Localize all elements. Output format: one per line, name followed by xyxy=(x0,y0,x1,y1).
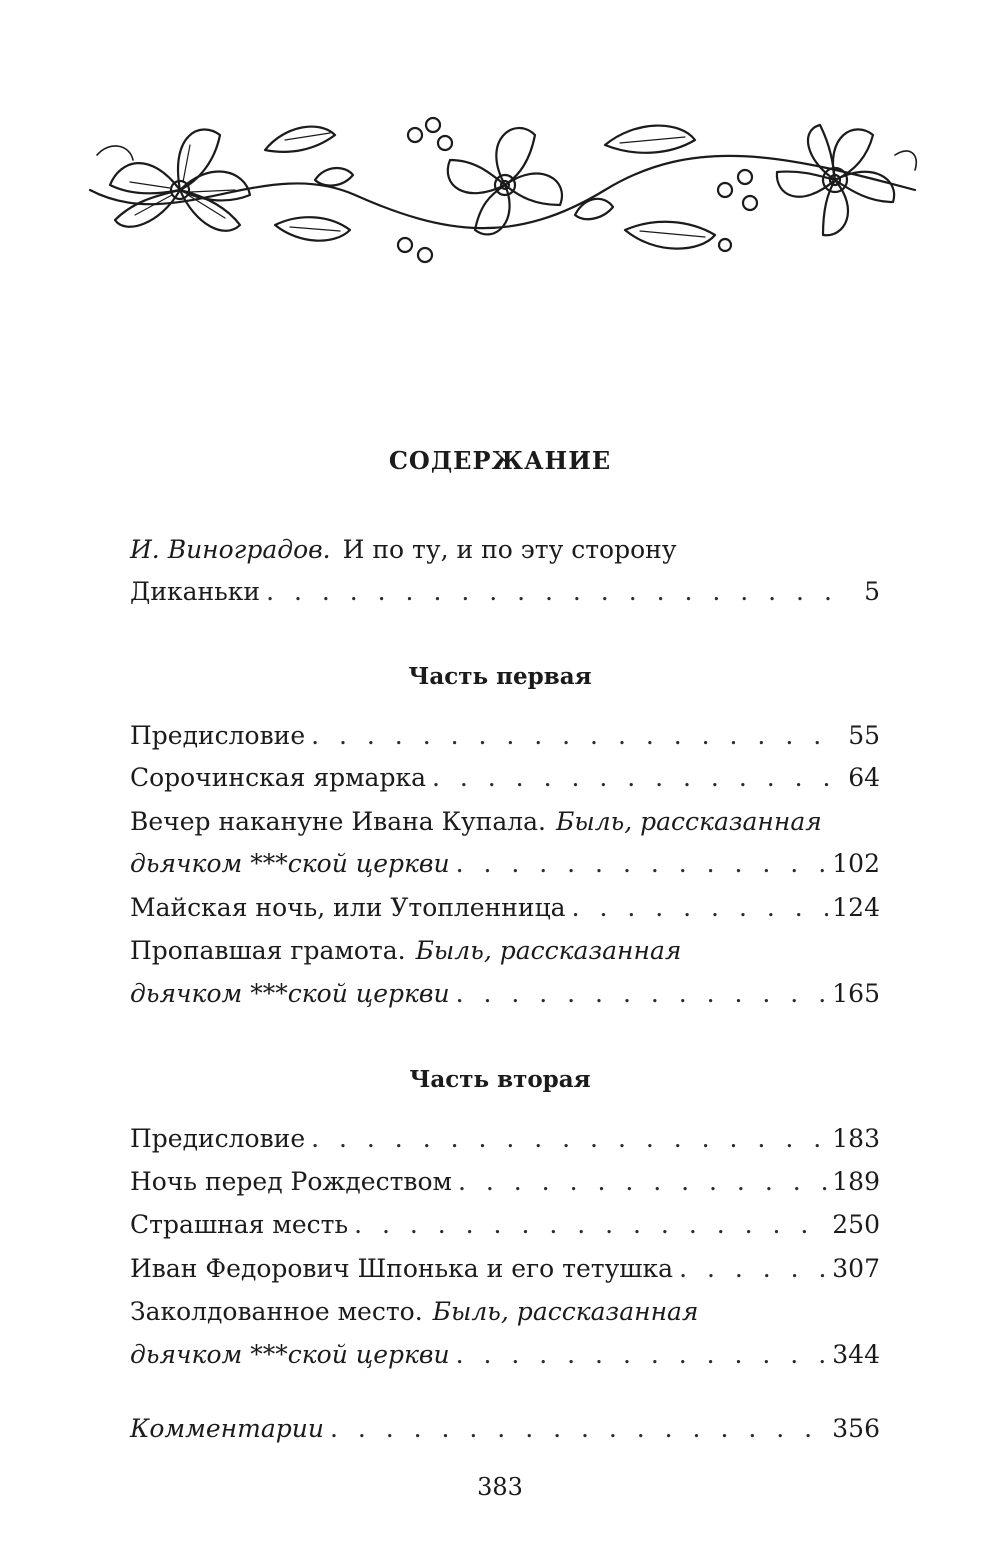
toc-entry[interactable] xyxy=(130,933,880,969)
toc-title: Сорочинская ярмарка xyxy=(130,763,426,792)
toc-title: Предисловие xyxy=(130,1124,306,1153)
leader-dots xyxy=(679,1251,828,1287)
toc-page: 55 xyxy=(848,721,880,750)
toc-title: Комментарии xyxy=(130,1414,324,1443)
toc-title: Ночь перед Рождеством xyxy=(130,1167,452,1196)
toc-entry-cont[interactable] xyxy=(130,976,880,1012)
toc-entry-cont[interactable] xyxy=(130,1337,880,1373)
toc-page: 102 xyxy=(832,849,880,878)
leader-dots xyxy=(456,1337,829,1373)
toc-page: 307 xyxy=(832,1254,880,1283)
toc-entry-intro-cont[interactable] xyxy=(130,574,880,610)
toc-page: 64 xyxy=(848,763,880,792)
toc-entry-intro[interactable] xyxy=(130,532,880,568)
toc-page: 344 xyxy=(832,1340,880,1369)
toc-entry[interactable] xyxy=(130,760,880,796)
toc-entry[interactable] xyxy=(130,1294,880,1330)
toc-entry-commentary[interactable] xyxy=(130,1411,880,1447)
toc-title: Предисловие xyxy=(130,721,306,750)
toc-title: Диканьки xyxy=(130,577,261,606)
toc-title: Майская ночь, или Утопленница xyxy=(130,893,566,922)
toc-entry[interactable] xyxy=(130,1121,880,1157)
floral-ornament-icon xyxy=(85,95,920,275)
toc-title: Страшная месть xyxy=(130,1210,349,1239)
toc-page: 250 xyxy=(832,1210,880,1239)
leader-dots xyxy=(266,574,830,610)
toc-page: 165 xyxy=(832,979,880,1008)
toc-subtitle: Быль, рассказанная xyxy=(415,936,682,965)
toc-entry[interactable] xyxy=(130,804,880,840)
toc-entry[interactable] xyxy=(130,718,880,754)
leader-dots xyxy=(456,846,829,882)
toc-entry[interactable] xyxy=(130,1251,880,1287)
section-heading-part2: Часть вторая xyxy=(409,1066,591,1093)
leader-dots xyxy=(311,718,830,754)
toc-title: Вечер накануне Ивана Купала. xyxy=(130,807,546,836)
toc-subtitle: Быль, рассказанная xyxy=(555,807,822,836)
leader-dots xyxy=(311,1121,828,1157)
toc-author: И. Виноградов. xyxy=(130,535,331,564)
toc-page: 189 xyxy=(832,1167,880,1196)
toc-title: Заколдованное место. xyxy=(130,1297,423,1326)
toc-page: 5 xyxy=(864,577,880,606)
toc-entry-cont[interactable] xyxy=(130,846,880,882)
leader-dots xyxy=(432,760,830,796)
page-number: 383 xyxy=(477,1473,523,1501)
toc-subtitle: дьячком ***ской церкви xyxy=(130,979,450,1008)
toc-subtitle: Быль, рассказанная xyxy=(432,1297,699,1326)
leader-dots xyxy=(456,976,829,1012)
toc-title: Пропавшая грамота. xyxy=(130,936,406,965)
leader-dots xyxy=(572,890,829,926)
leader-dots xyxy=(330,1411,828,1447)
toc-page: 124 xyxy=(832,893,880,922)
leader-dots xyxy=(354,1207,828,1243)
toc-title: Иван Федорович Шпонька и его тетушка xyxy=(130,1254,674,1283)
toc-entry[interactable] xyxy=(130,1164,880,1200)
toc-page: 356 xyxy=(832,1414,880,1443)
toc-entry[interactable] xyxy=(130,1207,880,1243)
leader-dots xyxy=(458,1164,828,1200)
toc-subtitle: дьячком ***ской церкви xyxy=(130,1340,450,1369)
toc-entry[interactable] xyxy=(130,890,880,926)
section-heading-part1: Часть первая xyxy=(408,663,592,690)
toc-title: И по ту, и по эту сторону xyxy=(342,535,677,564)
toc-page: 183 xyxy=(832,1124,880,1153)
page-title: СОДЕРЖАНИЕ xyxy=(388,446,612,475)
toc-subtitle: дьячком ***ской церкви xyxy=(130,849,450,878)
